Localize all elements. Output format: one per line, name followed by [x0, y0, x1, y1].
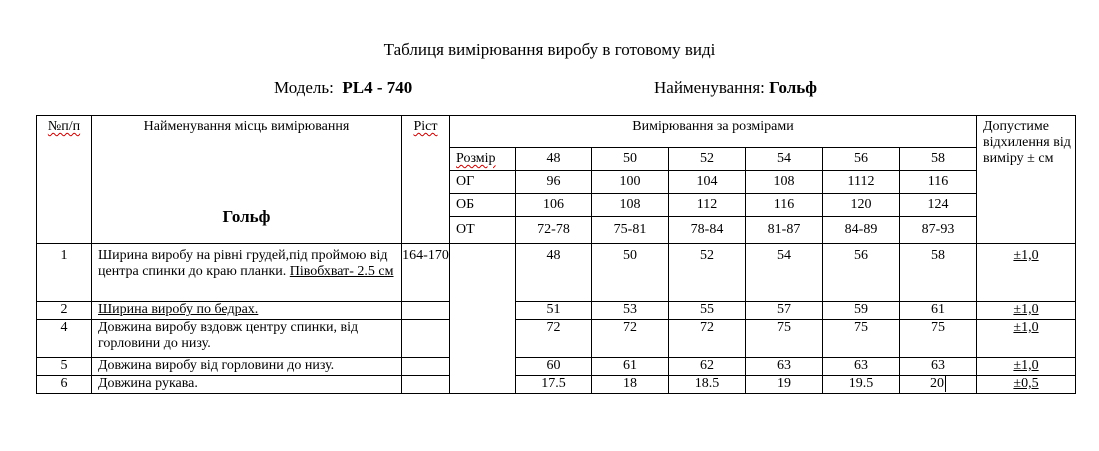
chest-value: 96 [516, 171, 592, 194]
row-tolerance: ±1,0 [977, 358, 1076, 376]
hip-label: ОБ [450, 194, 516, 217]
header-num: №п/п [37, 116, 92, 244]
header-place: Найменування місць вимірювання Гольф [92, 116, 402, 244]
row-tolerance: ±0,5 [977, 376, 1076, 394]
measurement-table [36, 115, 1076, 394]
header-height: Ріст [402, 116, 450, 244]
hip-value: 116 [746, 194, 823, 217]
size-value: 56 [823, 148, 900, 171]
row-value: 17.5 [516, 376, 592, 394]
row-tolerance: ±1,0 [977, 244, 1076, 302]
row-height [402, 358, 450, 376]
row-number: 6 [37, 376, 92, 394]
waist-label: ОТ [450, 217, 516, 244]
row-value: 60 [516, 358, 592, 376]
row-height: 164-170 [402, 244, 450, 302]
model-label: Модель: [274, 78, 334, 97]
row-value: 50 [592, 244, 669, 302]
document-title: Таблиця вимірювання виробу в готовому виді [383, 40, 716, 59]
product-name-line [654, 78, 817, 98]
row-value: 48 [516, 244, 592, 302]
hip-value: 108 [592, 194, 669, 217]
row-tolerance: ±1,0 [977, 302, 1076, 320]
row-value: 75 [746, 320, 823, 358]
waist-value: 72-78 [516, 217, 592, 244]
row-height [402, 320, 450, 358]
size-value: 50 [592, 148, 669, 171]
row-description: Довжина виробу вздовж центру спинки, від горловини до низу. [92, 320, 402, 358]
model-line [274, 78, 412, 98]
size-label: Розмір [450, 148, 516, 171]
waist-value: 78-84 [669, 217, 746, 244]
chest-value: 1112 [823, 171, 900, 194]
table-header-row [37, 116, 1076, 148]
size-label-spacer [450, 244, 516, 394]
row-value: 20 [900, 376, 977, 394]
row-value: 18 [592, 376, 669, 394]
row-number: 1 [37, 244, 92, 302]
row-value: 75 [823, 320, 900, 358]
table-row [37, 320, 1076, 358]
size-value: 58 [900, 148, 977, 171]
size-value: 52 [669, 148, 746, 171]
row-value: 55 [669, 302, 746, 320]
header-tolerance: Допустиме відхилення від виміру ± см [977, 116, 1076, 244]
row-value: 19.5 [823, 376, 900, 394]
waist-value: 81-87 [746, 217, 823, 244]
text-cursor [945, 376, 946, 392]
row-value: 61 [592, 358, 669, 376]
chest-label: ОГ [450, 171, 516, 194]
hip-value: 112 [669, 194, 746, 217]
row-number: 2 [37, 302, 92, 320]
row-tolerance: ±1,0 [977, 320, 1076, 358]
row-value: 72 [669, 320, 746, 358]
row-description: Довжина виробу від горловини до низу. [92, 358, 402, 376]
header-measure: Вимірювання за розмірами [450, 116, 977, 148]
row-value: 53 [592, 302, 669, 320]
row-value: 19 [746, 376, 823, 394]
row-value: 18.5 [669, 376, 746, 394]
table-row [37, 358, 1076, 376]
model-value: PL4 - 740 [342, 78, 413, 97]
chest-value: 108 [746, 171, 823, 194]
row-value: 75 [900, 320, 977, 358]
row-number: 4 [37, 320, 92, 358]
waist-value: 87-93 [900, 217, 977, 244]
hip-value: 120 [823, 194, 900, 217]
chest-value: 116 [900, 171, 977, 194]
row-description: Ширина виробу по бедрах. [92, 302, 402, 320]
row-value: 63 [746, 358, 823, 376]
row-value: 58 [900, 244, 977, 302]
table-row [37, 244, 1076, 302]
row-value: 57 [746, 302, 823, 320]
row-value: 72 [516, 320, 592, 358]
row-value: 72 [592, 320, 669, 358]
row-value: 62 [669, 358, 746, 376]
row-value: 63 [900, 358, 977, 376]
waist-value: 84-89 [823, 217, 900, 244]
row-value: 63 [823, 358, 900, 376]
size-value: 48 [516, 148, 592, 171]
row-value: 61 [900, 302, 977, 320]
product-heading: Гольф [222, 207, 271, 226]
row-value: 54 [746, 244, 823, 302]
hip-value: 124 [900, 194, 977, 217]
chest-value: 104 [669, 171, 746, 194]
row-value: 59 [823, 302, 900, 320]
row-description: Ширина виробу на рівні грудей,під проймою від центра спинки до краю планки. Півобхват- 2.5 см [92, 244, 402, 302]
waist-value: 75-81 [592, 217, 669, 244]
table-row [37, 376, 1076, 394]
product-name-label: Найменування: [654, 78, 765, 97]
table-row [37, 302, 1076, 320]
row-height [402, 376, 450, 394]
hip-value: 106 [516, 194, 592, 217]
size-value: 54 [746, 148, 823, 171]
product-name-value: Гольф [769, 78, 818, 97]
row-value: 51 [516, 302, 592, 320]
row-height [402, 302, 450, 320]
chest-value: 100 [592, 171, 669, 194]
row-value: 56 [823, 244, 900, 302]
row-value: 52 [669, 244, 746, 302]
row-description: Довжина рукава. [92, 376, 402, 394]
row-number: 5 [37, 358, 92, 376]
